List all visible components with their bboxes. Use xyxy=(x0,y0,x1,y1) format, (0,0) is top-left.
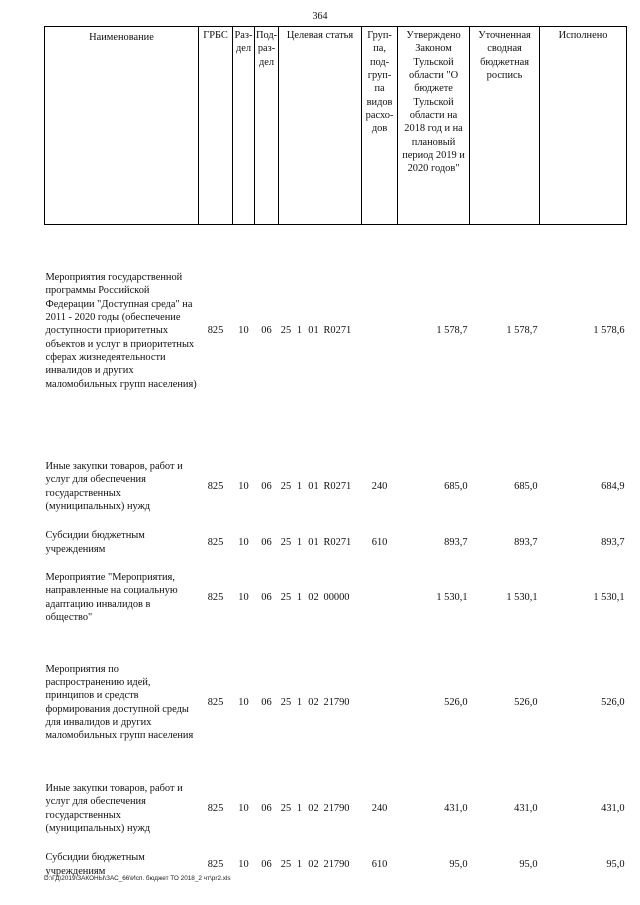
cell-target-code: 21790 xyxy=(323,802,350,814)
cell-grbs: 825 xyxy=(207,802,224,814)
cell-razdel: 10 xyxy=(238,480,249,492)
header-refined: Уточненная сводная бюджетная роспись xyxy=(470,27,540,225)
row-name: Мероприятия государственной программы Российской Федерации "Доступная среда" на 2011 - 2020 годы (обеспечение доступности приоритетных объектов и услуг в приоритетных сферах жизнедеятельности инвалидов и других маломобильных групп населения) xyxy=(45,272,197,390)
cell-approved: 1 578,7 xyxy=(436,325,468,337)
cell-grbs: 825 xyxy=(207,325,224,337)
cell-target-event: 02 xyxy=(308,802,319,814)
cell-approved: 95,0 xyxy=(449,858,468,870)
cell-target-event: 02 xyxy=(308,591,319,603)
cell-executed: 893,7 xyxy=(601,536,625,548)
cell-approved: 685,0 xyxy=(444,480,468,492)
cell-razdel: 10 xyxy=(238,696,249,708)
cell-target-event: 01 xyxy=(308,480,319,492)
header-approved: Утверждено Законом Тульской области "О бюджете Тульской области на 2018 год и на плановый период 2019 и 2020 годов" xyxy=(398,27,470,225)
row-name: Субсидии бюджетным учреждениям xyxy=(45,852,145,877)
cell-target-code: 21790 xyxy=(323,858,350,870)
cell-target-subprogram: 1 xyxy=(296,591,303,603)
table-row xyxy=(45,245,627,418)
cell-target-program: 25 xyxy=(280,480,292,492)
cell-approved: 431,0 xyxy=(444,802,468,814)
cell-target-code: R0271 xyxy=(323,325,352,337)
table-row xyxy=(45,558,627,638)
cell-refined: 1 578,7 xyxy=(506,325,538,337)
cell-approved: 526,0 xyxy=(444,696,468,708)
table-row xyxy=(45,528,627,558)
table-header-row xyxy=(45,27,627,225)
cell-target-event: 01 xyxy=(308,536,319,548)
cell-target-program: 25 xyxy=(280,325,292,337)
cell-podrazdel: 06 xyxy=(261,802,272,814)
cell-target-code: R0271 xyxy=(323,536,352,548)
cell-vid: 610 xyxy=(371,858,388,870)
cell-target-code: 21790 xyxy=(323,696,350,708)
cell-grbs: 825 xyxy=(207,858,224,870)
cell-grbs: 825 xyxy=(207,591,224,603)
cell-executed: 1 578,6 xyxy=(593,325,625,337)
cell-grbs: 825 xyxy=(207,696,224,708)
row-name: Иные закупки товаров, работ и услуг для обеспечения государственных (муниципальных) нужд xyxy=(45,782,183,834)
cell-executed: 95,0 xyxy=(606,858,625,870)
header-podrazdel: Под-раз-дел xyxy=(255,27,279,225)
cell-razdel: 10 xyxy=(238,858,249,870)
cell-target-program: 25 xyxy=(280,802,292,814)
cell-grbs: 825 xyxy=(207,536,224,548)
cell-vid xyxy=(362,656,398,750)
cell-target-event: 02 xyxy=(308,696,319,708)
header-razdel: Раз-дел xyxy=(233,27,255,225)
cell-podrazdel: 06 xyxy=(261,536,272,548)
cell-refined: 526,0 xyxy=(514,696,538,708)
cell-razdel: 10 xyxy=(238,802,249,814)
cell-approved: 893,7 xyxy=(444,536,468,548)
cell-vid: 240 xyxy=(371,802,388,814)
header-vid: Груп-па, под-груп-па видов расхо-дов xyxy=(362,27,398,225)
cell-target-program: 25 xyxy=(280,591,292,603)
cell-podrazdel: 06 xyxy=(261,858,272,870)
cell-target-subprogram: 1 xyxy=(296,802,303,814)
cell-executed: 1 530,1 xyxy=(593,591,625,603)
cell-refined: 95,0 xyxy=(519,858,538,870)
cell-refined: 685,0 xyxy=(514,480,538,492)
cell-vid xyxy=(362,245,398,418)
cell-razdel: 10 xyxy=(238,591,249,603)
cell-approved: 1 530,1 xyxy=(436,591,468,603)
table-row xyxy=(45,446,627,528)
cell-podrazdel: 06 xyxy=(261,591,272,603)
header-executed: Исполнено xyxy=(540,27,627,225)
row-name: Субсидии бюджетным учреждениям xyxy=(45,530,145,555)
cell-target-subprogram: 1 xyxy=(296,480,303,492)
cell-target-subprogram: 1 xyxy=(296,696,303,708)
cell-podrazdel: 06 xyxy=(261,696,272,708)
header-name: Наименование xyxy=(45,27,199,225)
cell-grbs: 825 xyxy=(207,480,224,492)
cell-executed: 526,0 xyxy=(601,696,625,708)
cell-refined: 1 530,1 xyxy=(506,591,538,603)
cell-target-code: R0271 xyxy=(323,480,352,492)
cell-podrazdel: 06 xyxy=(261,325,272,337)
cell-target-subprogram: 1 xyxy=(296,325,303,337)
row-name: Мероприятия по распространению идей, принципов и средств формирования доступной среды для инвалидов и других маломобильных групп населения xyxy=(45,663,194,742)
table-row xyxy=(45,768,627,850)
cell-refined: 893,7 xyxy=(514,536,538,548)
cell-target-subprogram: 1 xyxy=(296,858,303,870)
cell-target-event: 01 xyxy=(308,325,319,337)
cell-target-code: 00000 xyxy=(323,591,350,603)
file-path-footer: D:\ГД\2019\ЗАКОНЫ\ЗАС_66\Исп. бюджет ТО 2018_2 чт\pr2.xls xyxy=(44,875,231,882)
cell-executed: 431,0 xyxy=(601,802,625,814)
header-target: Целевая статья xyxy=(279,27,362,225)
cell-vid: 240 xyxy=(371,480,388,492)
row-name: Иные закупки товаров, работ и услуг для обеспечения государственных (муниципальных) нужд xyxy=(45,460,183,512)
cell-razdel: 10 xyxy=(238,536,249,548)
row-name: Мероприятие "Мероприятия, направленные на социальную адаптацию инвалидов в общество" xyxy=(45,571,178,623)
cell-executed: 684,9 xyxy=(601,480,625,492)
cell-target-event: 02 xyxy=(308,858,319,870)
cell-vid xyxy=(362,558,398,638)
cell-target-program: 25 xyxy=(280,696,292,708)
cell-vid: 610 xyxy=(371,536,388,548)
cell-target-subprogram: 1 xyxy=(296,536,303,548)
cell-podrazdel: 06 xyxy=(261,480,272,492)
budget-table xyxy=(44,26,627,880)
cell-target-program: 25 xyxy=(280,536,292,548)
page-number: 364 xyxy=(312,11,328,22)
table-row xyxy=(45,656,627,750)
cell-razdel: 10 xyxy=(238,325,249,337)
cell-target-program: 25 xyxy=(280,858,292,870)
header-grbs: ГРБС xyxy=(199,27,233,225)
cell-refined: 431,0 xyxy=(514,802,538,814)
